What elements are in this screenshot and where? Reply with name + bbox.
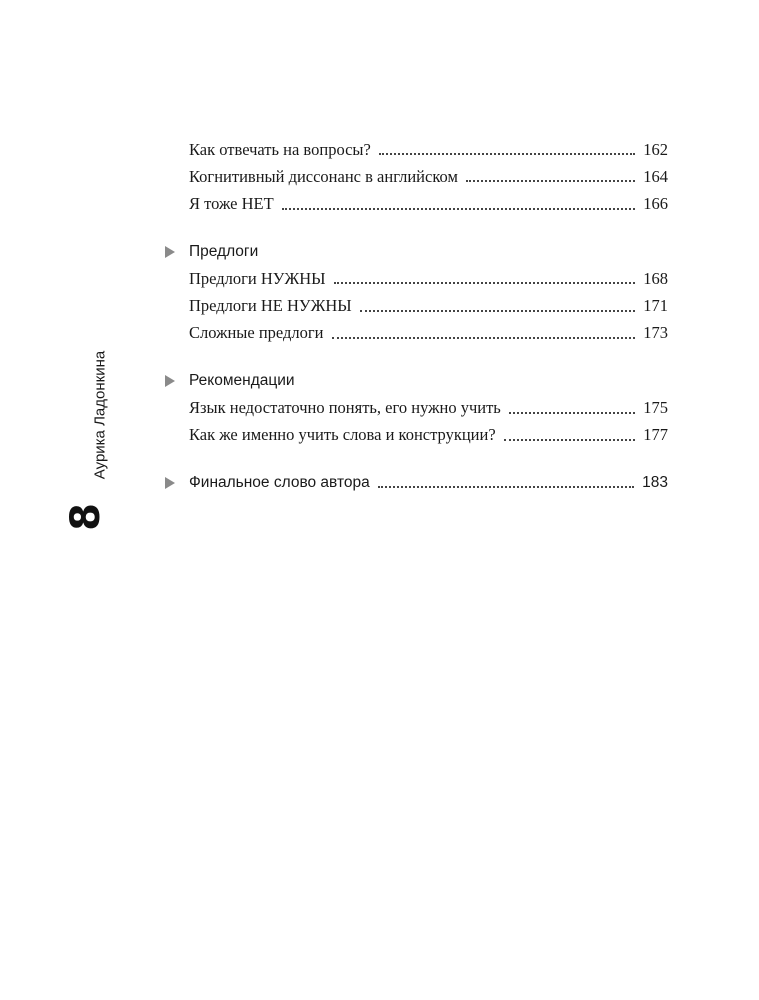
toc-entry-label: Когнитивный диссонанс в английском (189, 166, 458, 186)
toc-entry-page: 175 (643, 398, 668, 418)
toc-entry[interactable] (165, 265, 668, 292)
page-number: 8 (63, 503, 109, 531)
toc-entry-label: Как же именно учить слова и конструкции? (189, 425, 496, 445)
dot-leader (334, 281, 636, 284)
triangle-marker-icon (165, 477, 175, 489)
toc-entry-page: 177 (643, 425, 668, 445)
dot-leader (379, 152, 635, 155)
toc-entry-label: Язык недостаточно понять, его нужно учить (189, 398, 501, 418)
toc-section-title: Финальное слово автора (189, 473, 370, 491)
toc-entry-page: 164 (643, 166, 668, 186)
triangle-marker-icon (165, 375, 175, 387)
dot-leader (504, 438, 636, 441)
toc-entry[interactable] (165, 394, 668, 421)
toc-entry[interactable] (165, 163, 668, 190)
toc-entry[interactable] (165, 191, 668, 218)
dot-leader (332, 336, 636, 339)
toc-entry[interactable] (165, 292, 668, 319)
toc-entry-label: Предлоги НУЖНЫ (189, 268, 326, 288)
toc-entry-page: 171 (643, 296, 668, 316)
toc-entry[interactable] (165, 320, 668, 347)
dot-leader (282, 207, 636, 210)
toc-entry-label: Я тоже НЕТ (189, 194, 274, 214)
dot-leader (360, 309, 636, 312)
toc-entry[interactable] (165, 136, 668, 163)
toc-section-title: Предлоги (189, 242, 259, 260)
dot-leader (509, 411, 635, 414)
toc-section-header[interactable] (165, 469, 668, 496)
toc-entry-page: 183 (642, 473, 668, 491)
running-author-name: Аурика Ладонкина (91, 350, 109, 480)
toc-entry[interactable] (165, 422, 668, 449)
toc-entry-page: 168 (643, 268, 668, 288)
toc-entry-label: Как отвечать на вопросы? (189, 139, 371, 159)
toc-section-title: Рекомендации (189, 371, 295, 389)
toc-entry-page: 173 (643, 323, 668, 343)
dot-leader (378, 485, 634, 488)
triangle-marker-icon (165, 246, 175, 258)
toc-section-header[interactable] (165, 238, 668, 265)
toc-section-header[interactable] (165, 367, 668, 394)
toc-entry-page: 162 (643, 139, 668, 159)
table-of-contents (165, 136, 668, 496)
toc-entry-label: Предлоги НЕ НУЖНЫ (189, 296, 352, 316)
dot-leader (466, 179, 635, 182)
toc-entry-label: Сложные предлоги (189, 323, 324, 343)
toc-entry-page: 166 (643, 194, 668, 214)
